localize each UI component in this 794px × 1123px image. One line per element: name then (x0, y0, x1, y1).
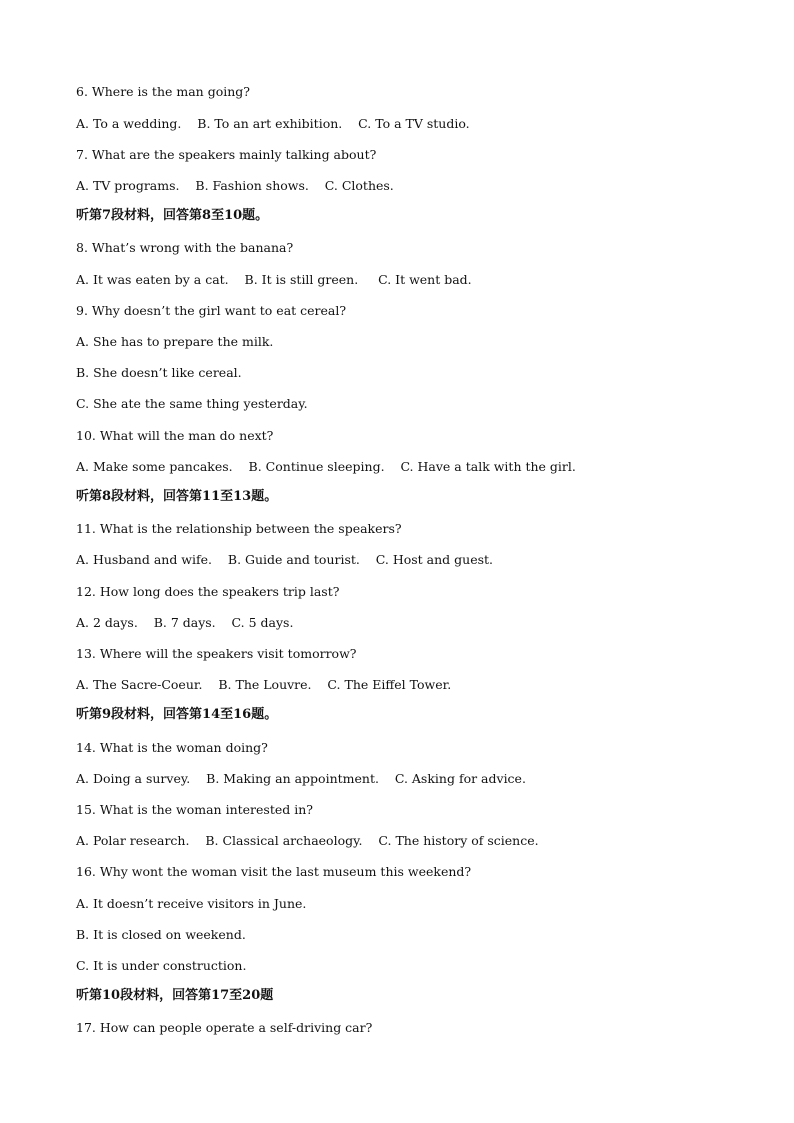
question-8: 8. What’s wrong with the banana? (76, 240, 294, 255)
options-6: A. To a wedding. B. To an art exhibition. C. To a TV studio. (76, 116, 470, 131)
section-heading-8: 听第8段材料，回答第11至13题。 (76, 489, 278, 504)
options-13: A. The Sacre-Coeur. B. The Louvre. C. The Eiffel Tower. (76, 677, 452, 692)
question-9: 9. Why doesn’t the girl want to eat cereal? (76, 303, 347, 318)
question-10: 10. What will the man do next? (76, 428, 274, 443)
options-14: A. Doing a survey. B. Making an appointment. C. Asking for advice. (76, 771, 526, 786)
section-heading-10: 听第10段材料，回答第17至20题 (76, 988, 274, 1003)
question-7: 7. What are the speakers mainly talking about? (76, 147, 377, 162)
question-11: 11. What is the relationship between the speakers? (76, 521, 402, 536)
question-13: 13. Where will the speakers visit tomorrow? (76, 646, 357, 661)
question-17: 17. How can people operate a self-driving car? (76, 1020, 373, 1035)
question-6: 6. Where is the man going? (76, 84, 250, 99)
section-heading-7: 听第7段材料，回答第8至10题。 (76, 208, 269, 223)
options-12: A. 2 days. B. 7 days. C. 5 days. (76, 615, 294, 630)
option-16a: A. It doesn’t receive visitors in June. (76, 896, 307, 911)
question-16: 16. Why wont the woman visit the last museum this weekend? (76, 864, 472, 879)
question-14: 14. What is the woman doing? (76, 740, 268, 755)
option-16b: B. It is closed on weekend. (76, 927, 246, 942)
options-7: A. TV programs. B. Fashion shows. C. Clothes. (76, 178, 394, 193)
options-8: A. It was eaten by a cat. B. It is still green. C. It went bad. (76, 272, 472, 287)
question-15: 15. What is the woman interested in? (76, 802, 313, 817)
section-heading-9: 听第9段材料，回答第14至16题。 (76, 707, 278, 722)
option-9b: B. She doesn’t like cereal. (76, 365, 242, 380)
option-16c: C. It is under construction. (76, 958, 247, 973)
option-9c: C. She ate the same thing yesterday. (76, 396, 308, 411)
options-15: A. Polar research. B. Classical archaeology. C. The history of science. (76, 833, 539, 848)
question-12: 12. How long does the speakers trip last? (76, 584, 340, 599)
options-10: A. Make some pancakes. B. Continue sleeping. C. Have a talk with the girl. (76, 459, 576, 474)
options-11: A. Husband and wife. B. Guide and tourist. C. Host and guest. (76, 552, 494, 567)
option-9a: A. She has to prepare the milk. (76, 334, 274, 349)
